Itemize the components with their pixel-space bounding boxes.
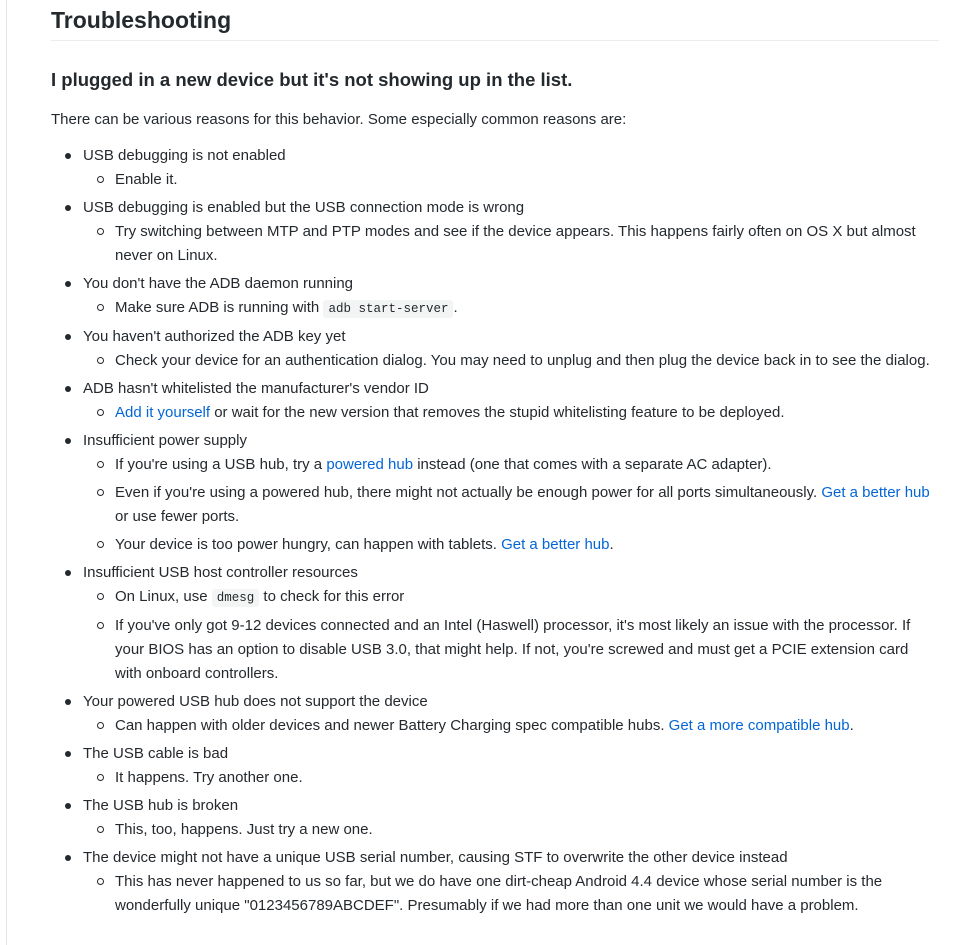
- circle-bullet-icon: [97, 622, 104, 629]
- circle-bullet-icon: [97, 489, 104, 496]
- circle-bullet-icon: [97, 878, 104, 885]
- reason-title: The USB cable is bad: [83, 745, 229, 762]
- bullet-icon: [65, 386, 71, 392]
- circle-bullet-icon: [97, 357, 104, 364]
- solution-item: [83, 453, 939, 477]
- reason-item: [51, 742, 939, 790]
- solution-text: It happens. Try another one.: [115, 769, 303, 786]
- solution-link[interactable]: Get a better hub: [821, 484, 930, 501]
- solution-item: [83, 401, 939, 425]
- circle-bullet-icon: [97, 228, 104, 235]
- bullet-icon: [65, 699, 71, 705]
- bullet-icon: [65, 281, 71, 287]
- circle-bullet-icon: [97, 774, 104, 781]
- left-border: [6, 0, 7, 945]
- solution-text: .: [849, 717, 854, 734]
- reason-title: Insufficient power supply: [83, 432, 247, 449]
- solution-list: [83, 220, 939, 268]
- solution-list: [83, 168, 939, 192]
- solution-text: If you've only got 9-12 devices connected and an Intel (Haswell) processor, it's most likely an issue with the processor. If your BIOS has an option to disable USB 3.0, that might help. If not, you're screwed and must get a PCIE extension card with onboard controllers.: [115, 617, 911, 682]
- circle-bullet-icon: [97, 461, 104, 468]
- solution-text: Even if you're using a powered hub, there might not actually be enough power for all ports simultaneously.: [115, 484, 822, 501]
- solution-text: instead (one that comes with a separate AC adapter).: [413, 456, 772, 473]
- reason-item: [51, 794, 939, 842]
- solution-item: [83, 168, 939, 192]
- reason-item: [51, 690, 939, 738]
- reason-title: ADB hasn't whitelisted the manufacturer's vendor ID: [83, 380, 429, 397]
- circle-bullet-icon: [97, 593, 104, 600]
- reason-title: You haven't authorized the ADB key yet: [83, 328, 346, 345]
- circle-bullet-icon: [97, 722, 104, 729]
- bullet-icon: [65, 205, 71, 211]
- solution-text: Can happen with older devices and newer Battery Charging spec compatible hubs.: [115, 717, 669, 734]
- intro-paragraph: There can be various reasons for this behavior. Some especially common reasons are:: [51, 111, 627, 128]
- solution-list: [83, 401, 939, 425]
- reason-title: Insufficient USB host controller resources: [83, 564, 358, 581]
- solution-item: [83, 870, 939, 918]
- solution-text: This has never happened to us so far, but we do have one dirt-cheap Android 4.4 device whose serial number is the wonderfully unique "0123456789ABCDEF". Presumably if we had more than one unit we would have a problem.: [115, 873, 883, 914]
- markdown-body: [51, 0, 939, 922]
- bullet-icon: [65, 334, 71, 340]
- solution-item: [83, 481, 939, 529]
- circle-bullet-icon: [97, 826, 104, 833]
- reason-title: USB debugging is not enabled: [83, 147, 286, 164]
- solution-list: [83, 349, 939, 373]
- circle-bullet-icon: [97, 176, 104, 183]
- solution-item: [83, 533, 939, 557]
- solution-text: If you're using a USB hub, try a: [115, 456, 327, 473]
- solution-list: [83, 818, 939, 842]
- solution-item: [83, 585, 939, 610]
- solution-link[interactable]: Get a more compatible hub: [668, 717, 850, 734]
- section-heading: I plugged in a new device but it's not showing up in the list.: [51, 69, 573, 90]
- solution-text: .: [609, 536, 614, 553]
- bullet-icon: [65, 438, 71, 444]
- page-title: Troubleshooting: [51, 0, 939, 41]
- reason-title: You don't have the ADB daemon running: [83, 275, 354, 292]
- solution-list: [83, 766, 939, 790]
- solution-item: [83, 614, 939, 686]
- solution-item: [83, 818, 939, 842]
- solution-list: [83, 585, 939, 686]
- reason-item: [51, 144, 939, 192]
- solution-link[interactable]: Get a better hub: [501, 536, 610, 553]
- solution-item: [83, 714, 939, 738]
- solution-text: On Linux, use: [115, 588, 212, 605]
- circle-bullet-icon: [97, 409, 104, 416]
- reason-title: The device might not have a unique USB serial number, causing STF to overwrite the other device instead: [83, 849, 788, 866]
- reason-item: [51, 196, 939, 268]
- reason-item: [51, 325, 939, 373]
- circle-bullet-icon: [97, 541, 104, 548]
- solution-text: .: [453, 299, 458, 316]
- solution-text: to check for this error: [259, 588, 405, 605]
- solution-list: [83, 870, 939, 918]
- bullet-icon: [65, 570, 71, 576]
- bullet-icon: [65, 751, 71, 757]
- solution-text: or wait for the new version that removes the stupid whitelisting feature to be deployed.: [210, 404, 785, 421]
- solution-item: [83, 296, 939, 321]
- reason-title: The USB hub is broken: [83, 797, 239, 814]
- solution-item: [83, 349, 939, 373]
- solution-link[interactable]: Add it yourself: [115, 404, 211, 421]
- solution-text: This, too, happens. Just try a new one.: [115, 821, 373, 838]
- reason-item: [51, 377, 939, 425]
- reason-title: USB debugging is enabled but the USB connection mode is wrong: [83, 199, 525, 216]
- reason-title: Your powered USB hub does not support the device: [83, 693, 428, 710]
- solution-item: [83, 220, 939, 268]
- solution-text: Try switching between MTP and PTP modes and see if the device appears. This happens fairly often on OS X but almost never on Linux.: [115, 223, 916, 264]
- reasons-list: [51, 144, 939, 918]
- bullet-icon: [65, 855, 71, 861]
- circle-bullet-icon: [97, 304, 104, 311]
- inline-code: adb start-server: [323, 300, 453, 318]
- bullet-icon: [65, 153, 71, 159]
- reason-item: [51, 846, 939, 918]
- solution-text: or use fewer ports.: [115, 508, 240, 525]
- solution-text: Your device is too power hungry, can happen with tablets.: [115, 536, 502, 553]
- solution-list: [83, 453, 939, 557]
- bullet-icon: [65, 803, 71, 809]
- reason-item: [51, 272, 939, 321]
- solution-list: [83, 714, 939, 738]
- solution-text: Check your device for an authentication dialog. You may need to unplug and then plug the device back in to see the dialog.: [115, 352, 930, 369]
- reason-item: [51, 561, 939, 686]
- reason-item: [51, 429, 939, 557]
- solution-item: [83, 766, 939, 790]
- solution-text: Make sure ADB is running with: [115, 299, 324, 316]
- solution-link[interactable]: powered hub: [326, 456, 414, 473]
- inline-code: dmesg: [212, 589, 260, 607]
- solution-list: [83, 296, 939, 321]
- solution-text: Enable it.: [115, 171, 178, 188]
